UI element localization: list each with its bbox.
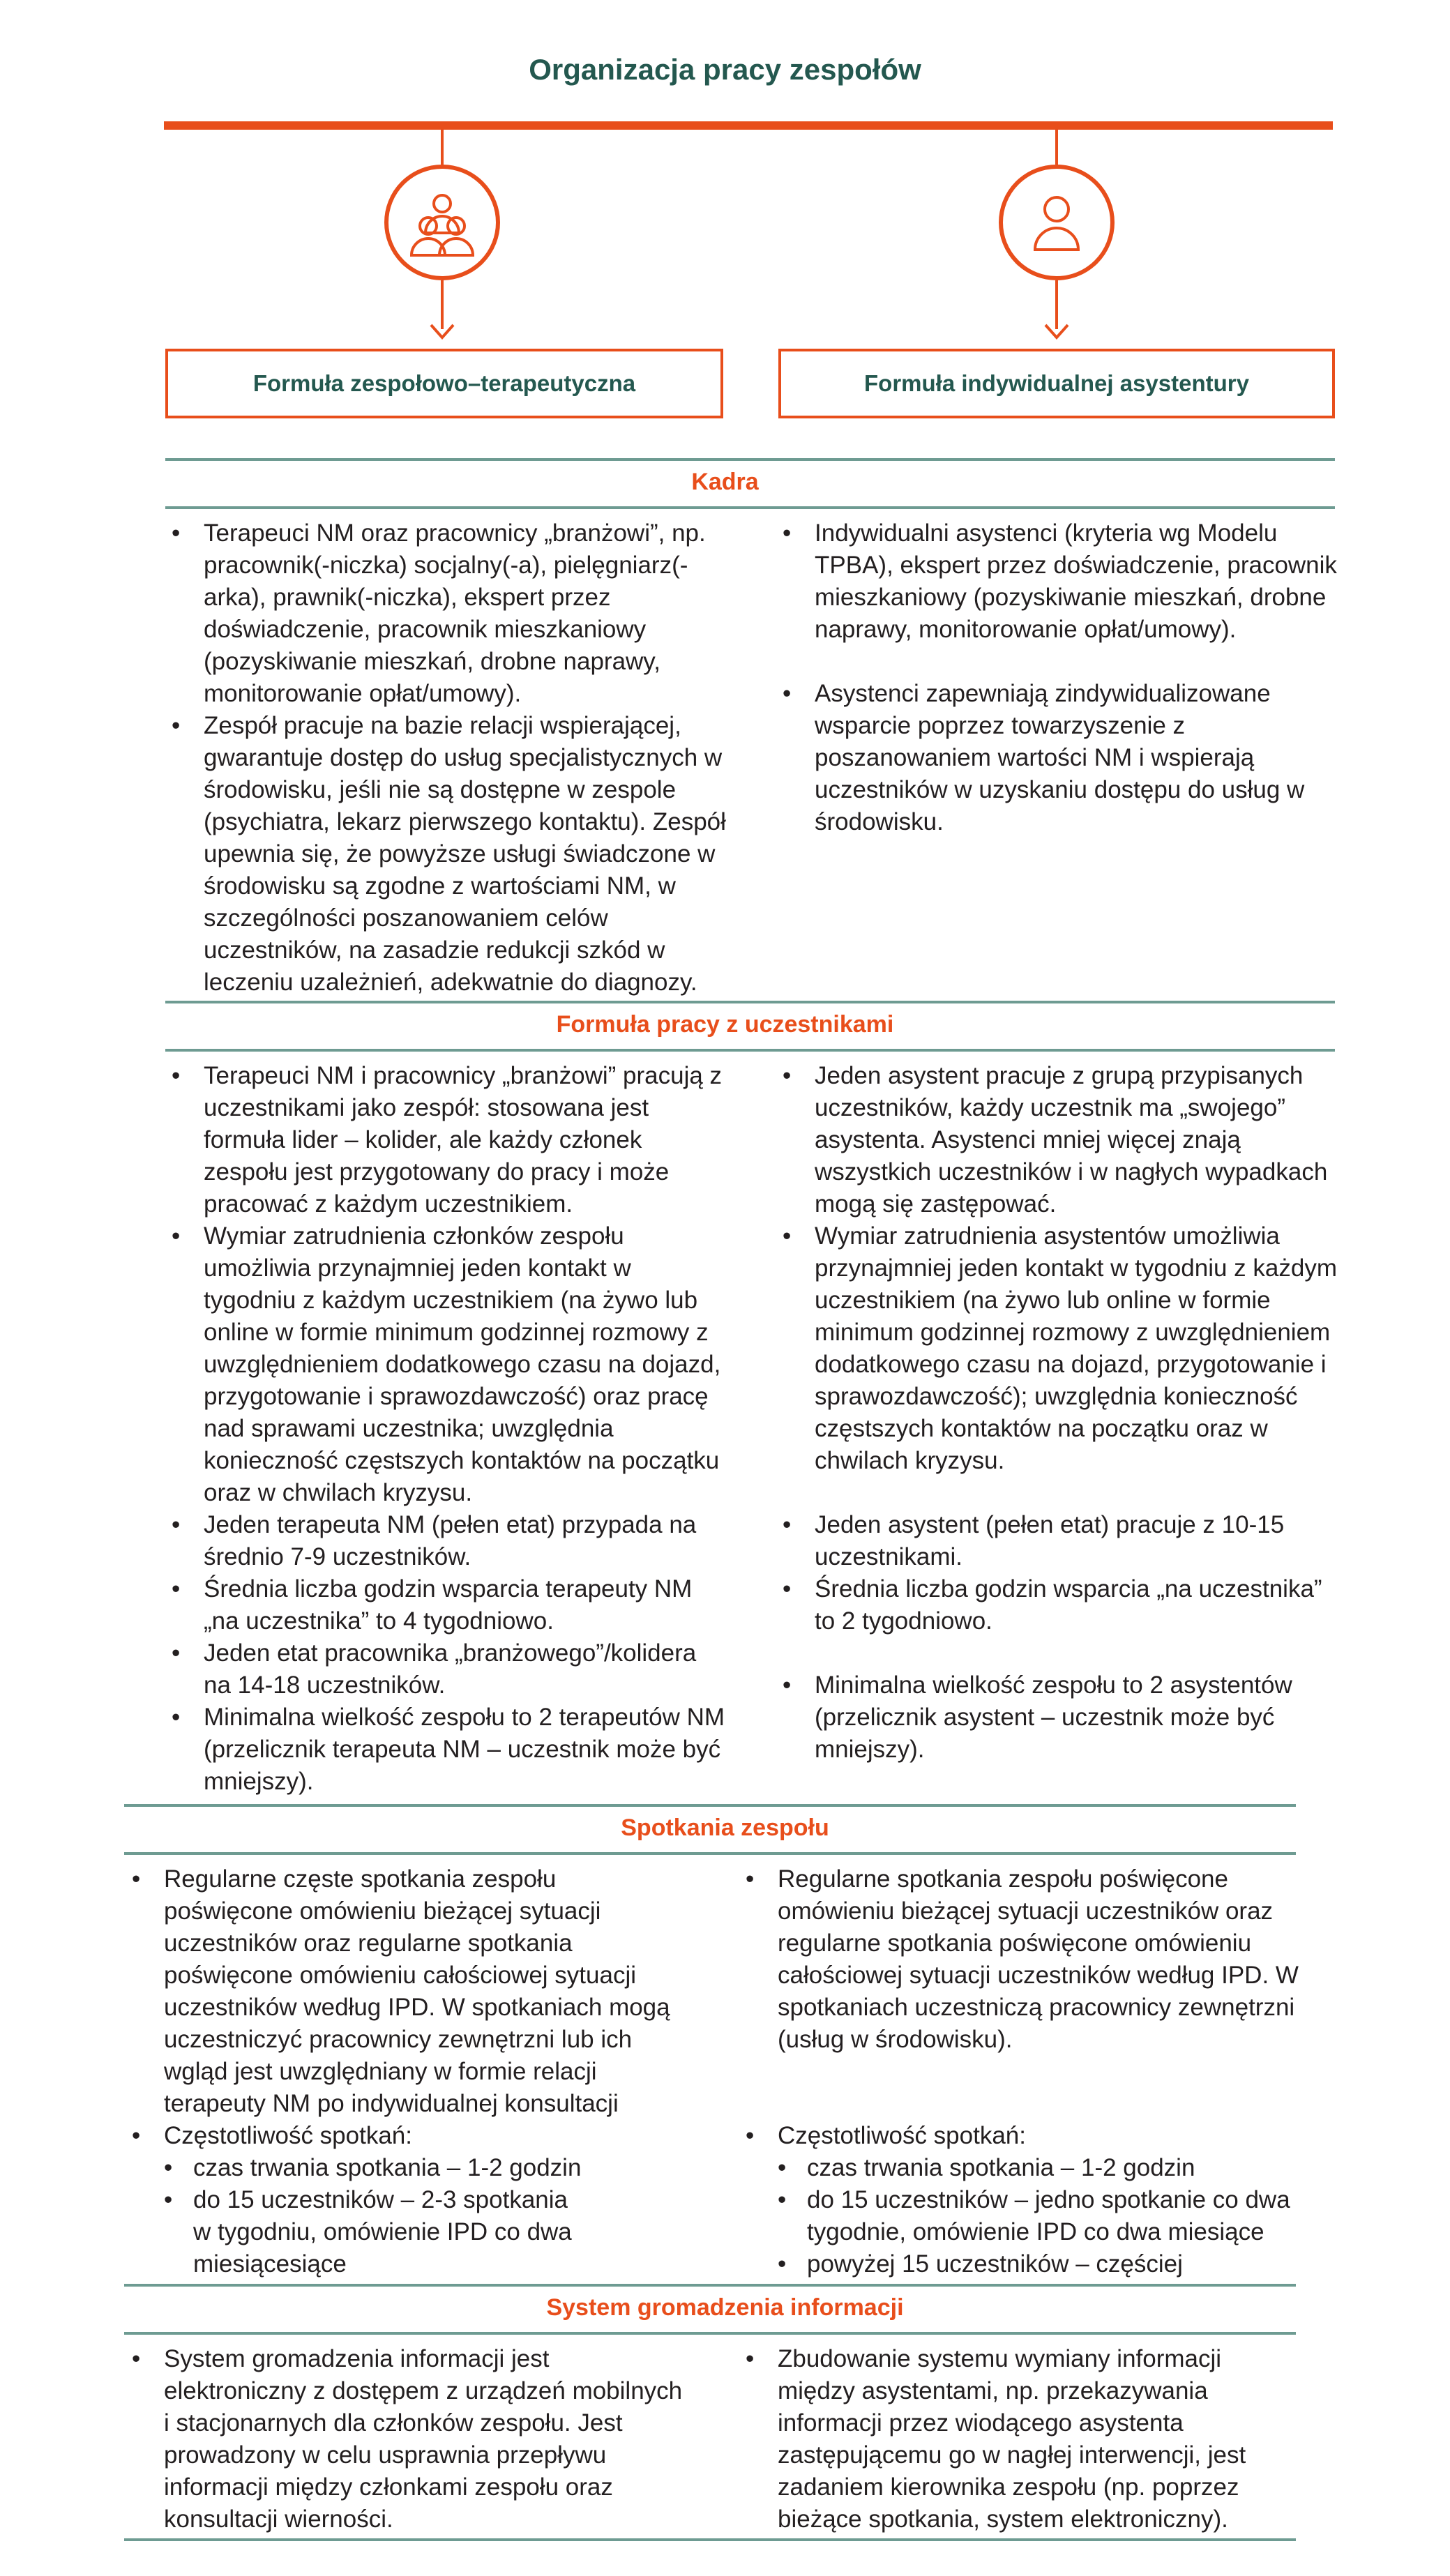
single-person-icon [999,165,1115,280]
formula-box-individual [778,349,1335,418]
section-title-formula: Formuła pracy z uczestnikami [556,1011,894,1038]
list-item: • Wymiar zatrudnienia członków zespołu umożliwia przynajmniej jeden kontakt w tygodniu z każdym uczestnikiem (na żywo lub online w formie minimum godzinnej rozmowy z uwzględnieniem dodatkowego czasu na dojazd, przygotowanie i sprawozdawczość) oraz pracę nad sprawami uczestnika; uwzględnia konieczność częstszych kontaktów na początku oraz w chwilach kryzysu. [162,1220,727,1509]
arrow-down-icon [428,322,456,340]
bottom-rule [124,2538,1296,2541]
list-item: • Asystenci zapewniają zindywidualizowane wsparcie poprzez towarzyszenie z poszanowaniem wartości NM i wspierają uczestników w uzyskaniu dostępu do usług w środowisku. [773,678,1338,838]
section-rule [124,1852,1296,1855]
spotkania-left-column [122,1863,687,2280]
spotkania-right-column [736,1863,1301,2280]
sub-list-item: • powyżej 15 uczestników – częściej [778,2248,1301,2280]
section-title-system: System gromadzenia informacji [546,2294,904,2321]
page-title: Organizacja pracy zespołów [529,53,921,86]
list-item: • Terapeuci NM i pracownicy „branżowi” pracują z uczestnikami jako zespół: stosowana jest formuła lider – kolider, ale każdy członek zespołu jest przygotowany do pracy i może pracować z każdym uczestnikiem. [162,1060,727,1220]
kadra-left-column [162,517,727,999]
formula-label-team: Formuła zespołowo–terapeutyczna [252,370,636,396]
sub-list-continuation: w tygodniu, omówienie IPD co dwa [193,2218,572,2245]
sub-list-item: • do 15 uczestników – jedno spotkanie co dwa tygodnie, omówienie IPD co dwa miesiące [778,2184,1301,2248]
section-title-kadra: Kadra [691,469,759,495]
sub-list-item: • czas trwania spotkania – 1-2 godzin [164,2152,687,2184]
section-rule [124,1804,1296,1807]
connector-line-right-top [1055,130,1058,165]
formula-right-column [773,1060,1338,1766]
list-item: • Częstotliwość spotkań: [122,2120,687,2152]
list-item: • Wymiar zatrudnienia asystentów umożliwia przynajmniej jeden kontakt w tygodniu z każdym uczestnikiem (na żywo lub online w formie minimum godzinnej rozmowy z uwzględnieniem dodatkowego czasu na dojazd, przygotowanie i sprawozdawczość); uwzględnia konieczność częstszych kontaktów na początku oraz w chwilach kryzysu. [773,1220,1338,1477]
section-rule [124,2284,1296,2287]
list-item: • Średnia liczba godzin wsparcia terapeuty NM „na uczestnika” to 4 tygodniowo. [162,1573,727,1637]
sub-list-continuation: miesiącesiące [193,2250,347,2278]
list-item: • Indywidualni asystenci (kryteria wg Modelu TPBA), ekspert przez doświadczenie, pracownik mieszkaniowy (pozyskiwanie mieszkań, drobne naprawy, monitorowanie opłat/umowy). [773,517,1338,646]
section-rule [124,2332,1296,2335]
list-item: • Jeden etat pracownika „branżowego”/kolidera na 14-18 uczestników. [162,1637,727,1702]
list-item: • Jeden asystent pracuje z grupą przypisanych uczestników, każdy uczestnik ma „swojego” asystenta. Asystenci mniej więcej znają wszystkich uczestników i w nagłych wypadkach mogą się zastępować. [773,1060,1338,1220]
section-rule [165,1001,1335,1003]
sub-list-item: • czas trwania spotkania – 1-2 godzin [778,2152,1301,2184]
system-left-column [122,2343,687,2536]
top-divider-bar [164,121,1333,130]
sub-list-item: • do 15 uczestników – 2-3 spotkania [164,2184,687,2216]
list-item: • Terapeuci NM oraz pracownicy „branżowi”, np. pracownik(-niczka) socjalny(-a), pielęgniarz(-arka), prawnik(-niczka), ekspert przez doświadczenie, pracownik mieszkaniowy (pozyskiwanie mieszkań, drobne naprawy, monitorowanie opłat/umowy). [162,517,727,710]
list-item: • Jeden terapeuta NM (pełen etat) przypada na średnio 7-9 uczestników. [162,1509,727,1573]
formula-box-team [165,349,723,418]
kadra-right-column [773,517,1338,838]
list-item: • Minimalna wielkość zespołu to 2 terapeutów NM (przelicznik terapeuta NM – uczestnik może być mniejszy). [162,1702,727,1798]
section-rule [165,506,1335,509]
section-title-spotkania: Spotkania zespołu [621,1814,829,1841]
formula-left-column [162,1060,727,1798]
list-item: • Minimalna wielkość zespołu to 2 asystentów (przelicznik asystent – uczestnik może być mniejszy). [773,1669,1338,1766]
system-right-column [736,2343,1301,2536]
group-people-icon [384,165,500,280]
list-item: • Jeden asystent (pełen etat) pracuje z 10-15 uczestnikami. [773,1509,1338,1573]
connector-line-left-top [441,130,444,165]
formula-label-individual: Formuła indywidualnej asystentury [864,370,1249,396]
list-item: • Częstotliwość spotkań: [736,2120,1301,2152]
section-rule [165,458,1335,461]
section-rule [165,1049,1335,1052]
list-item: • Regularne spotkania zespołu poświęcone omówieniu bieżącej sytuacji uczestników oraz regularne spotkania poświęcone omówieniu całościowej sytuacji uczestników według IPD. W spotkaniach uczestniczą pracownicy zewnętrzni (usług w środowisku). [736,1863,1301,2056]
list-item: • Regularne częste spotkania zespołu poświęcone omówieniu bieżącej sytuacji uczestników oraz regularne spotkania poświęcone omówieniu całościowej sytuacji uczestników według IPD. W spotkaniach mogą uczestniczyć pracownicy zewnętrzni lub ich wgląd jest uwzględniany w formie relacji terapeuty NM po indywidualnej konsultacji [122,1863,687,2120]
list-item: • System gromadzenia informacji jest elektroniczny z dostępem z urządzeń mobilnych i stacjonarnych dla członków zespołu. Jest prowadzony w celu usprawnia przepływu informacji między członkami zespołu oraz konsultacji wierności. [122,2343,687,2536]
list-item: • Średnia liczba godzin wsparcia „na uczestnika” to 2 tygodniowo. [773,1573,1338,1637]
arrow-down-icon [1043,322,1071,340]
list-item: • Zespół pracuje na bazie relacji wspierającej, gwarantuje dostęp do usług specjalistycznych w środowisku, jeśli nie są dostępne w zespole (psychiatra, lekarz pierwszego kontaktu). Zespół upewnia się, że powyższe usługi świadczone w środowisku są zgodne z wartościami NM, w szczególności poszanowaniem celów uczestników, na zasadzie redukcji szkód w leczeniu uzależnień, adekwatnie do diagnozy. [162,710,727,999]
list-item: • Zbudowanie systemu wymiany informacji między asystentami, np. przekazywania informacji przez wiodącego asystenta zastępującemu go w nagłej interwencji, jest zadaniem kierownika zespołu (np. poprzez bieżące spotkania, system elektroniczny). [736,2343,1301,2536]
